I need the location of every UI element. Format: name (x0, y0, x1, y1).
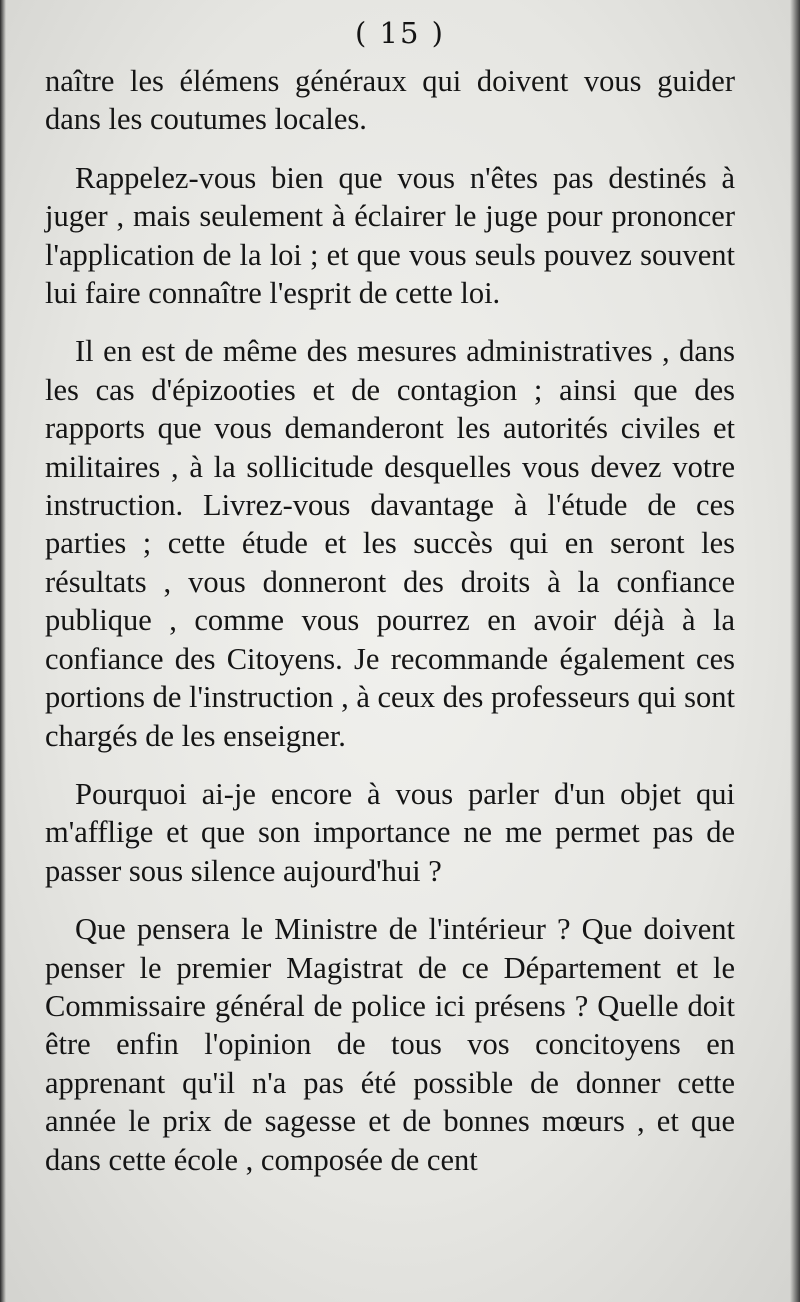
paragraph-1: naître les élémens généraux qui doivent vous guider dans les coutumes locales. (45, 64, 735, 137)
page-edge-shadow-right (790, 0, 800, 1302)
page-number: ( 15 ) (355, 16, 445, 50)
body-text (45, 62, 735, 1199)
paragraph-5: Que pensera le Ministre de l'intérieur ? Que doivent penser le premier Magistrat de ce Département et le Commissaire général de police ici présens ? Quelle doit être enfin l'opinion de tous vos concitoyens en apprenant qu'il n'a pas été possible de donner cette année le prix de sagesse et de bonnes mœurs , et que dans cette école , composée de cent (45, 912, 735, 1177)
paragraph-4: Pourquoi ai-je encore à vous parler d'un objet qui m'afflige et que son importance ne me permet pas de passer sous silence aujourd'hui ? (45, 776, 735, 888)
page-edge-shadow-left (0, 0, 6, 1302)
paragraph-2: Rappelez-vous bien que vous n'êtes pas destinés à juger , mais seulement à éclairer le juge pour prononcer l'application de la loi ; et que vous seuls pouvez souvent lui faire connaître l'esprit de cette loi. (45, 160, 735, 311)
paragraph-3: Il en est de même des mesures administratives , dans les cas d'épizooties et de contagion ; ainsi que des rapports que vous demanderont les autorités civiles et militaires , à la sollicitude desquelles vous devez votre instruction. Livrez-vous davantage à l'étude de ces parties ; cette étude et les succès qui en seront les résultats , vous donneront des droits à la confiance publique , comme vous pourrez en avoir déjà à la confiance des Citoyens. Je recommande également ces portions de l'instruction , à ceux des professeurs qui sont chargés de les enseigner. (45, 334, 735, 753)
